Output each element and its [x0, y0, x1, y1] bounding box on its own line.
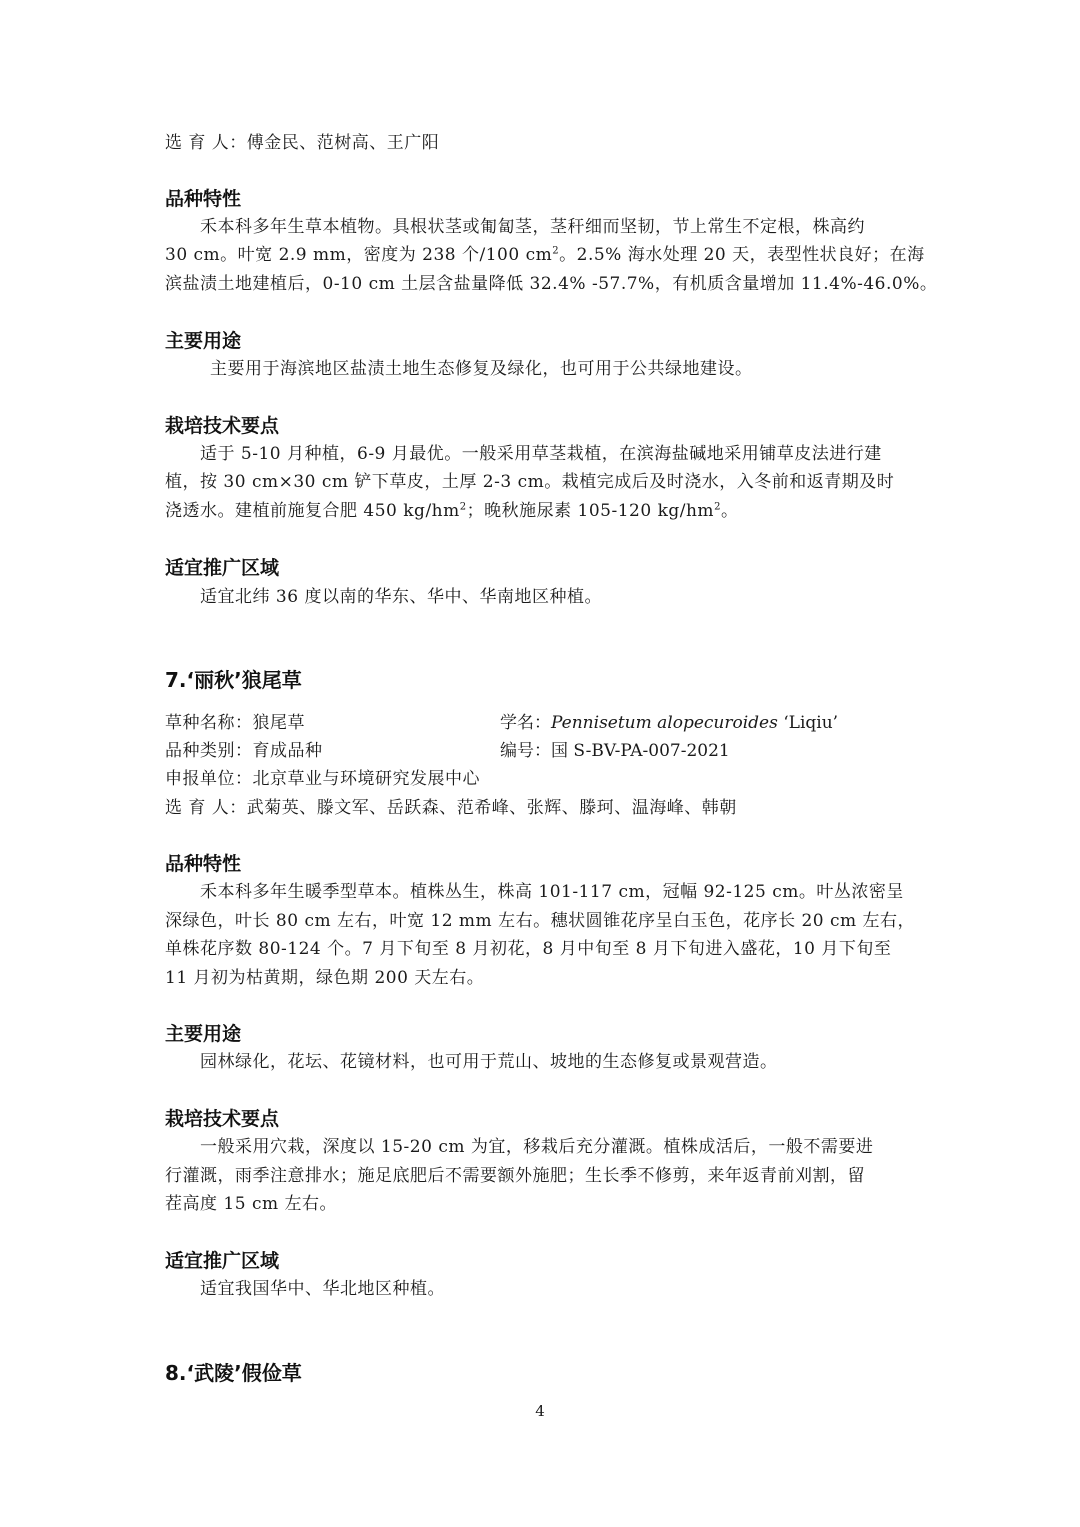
heading-traits: 品种特性 [165, 188, 242, 210]
heading-traits: 品种特性 [165, 853, 242, 875]
paragraph-line: 主要用于海滨地区盐渍土地生态修复及绿化，也可用于公共绿地建设。 [210, 359, 753, 379]
paragraph-line: 禾本科多年生草本植物。具根状茎或匍匐茎，茎秆细而坚韧，节上常生不定根，株高约 [200, 217, 865, 237]
paragraph-line: 适宜北纬 36 度以南的华东、华中、华南地区种植。 [200, 587, 602, 607]
paragraph-line: 茬高度 15 cm 左右。 [165, 1194, 337, 1214]
heading-use: 主要用途 [165, 1023, 242, 1045]
paragraph-line: 深绿色，叶长 80 cm 左右，叶宽 12 mm 左右。穗状圆锥花序呈白玉色，花序长 20 cm 左右， [165, 911, 916, 931]
applicant-unit: 申报单位：北京草业与环境研究发展中心 [165, 769, 480, 789]
heading-region: 适宜推广区域 [165, 1250, 280, 1272]
heading-cultivation: 栽培技术要点 [165, 415, 280, 437]
paragraph-line: 适宜我国华中、华北地区种植。 [200, 1279, 445, 1299]
species-name: 草种名称：狼尾草 [165, 713, 305, 733]
heading-cultivation: 栽培技术要点 [165, 1108, 280, 1130]
section-title: 7.‘丽秋’狼尾草 [165, 668, 302, 692]
paragraph-line: 园林绿化，花坛、花镜材料，也可用于荒山、坡地的生态修复或景观营造。 [200, 1052, 778, 1072]
paragraph-line: 适于 5-10 月种植，6-9 月最优。一般采用草茎栽植，在滨海盐碱地采用铺草皮法进行建 [200, 444, 882, 464]
heading-region: 适宜推广区域 [165, 557, 280, 579]
variety-category: 品种类别：育成品种 [165, 741, 323, 761]
breeders-line: 选 育 人：武菊英、滕文军、岳跃森、范希峰、张辉、滕珂、温海峰、韩朝 [165, 798, 737, 818]
paragraph-line: 行灌溉，雨季注意排水；施足底肥后不需要额外施肥；生长季不修剪，来年返青前刈割，留 [165, 1166, 865, 1186]
paragraph-line: 一般采用穴栽，深度以 15-20 cm 为宜，移栽后充分灌溉。植株成活后，一般不需要进 [200, 1137, 874, 1157]
scientific-name: 学名：Pennisetum alopecuroides ‘Liqiu’ [500, 713, 839, 733]
paragraph-line: 单株花序数 80-124 个。7 月下旬至 8 月初花，8 月中旬至 8 月下旬进入盛花，10 月下旬至 [165, 939, 892, 959]
paragraph-line: 植，按 30 cm×30 cm 铲下草皮，土厚 2-3 cm。栽植完成后及时浇水，入冬前和返青期及时 [165, 472, 895, 492]
paragraph-line: 禾本科多年生暖季型草本。植株丛生，株高 101-117 cm，冠幅 92-125 cm。叶丛浓密呈 [200, 882, 904, 902]
paragraph-line: 30 cm。叶宽 2.9 mm，密度为 238 个/100 $cm^2$。2.5% 海水处理 20 天，表型性状良好；在海 [165, 245, 925, 265]
paragraph-line: 滨盐渍土地建植后，0-10 cm 土层含盐量降低 32.4% -57.7%，有机质含量增加 11.4%-46.0%。 [165, 274, 938, 294]
heading-use: 主要用途 [165, 330, 242, 352]
registration-code: 编号：国 S-BV-PA-007-2021 [500, 741, 730, 761]
breeders-line: 选 育 人：傅金民、范树高、王广阳 [165, 133, 440, 153]
paragraph-line: 11 月初为枯黄期，绿色期 200 天左右。 [165, 968, 485, 988]
paragraph-line: 浇透水。建植前施复合肥 450 $kg/hm^2$；晚秋施尿素 105-120 $kg/hm^2$。 [165, 501, 739, 521]
section-title: 8.‘武陵’假俭草 [165, 1361, 302, 1385]
page-number: 4 [535, 1402, 545, 1420]
